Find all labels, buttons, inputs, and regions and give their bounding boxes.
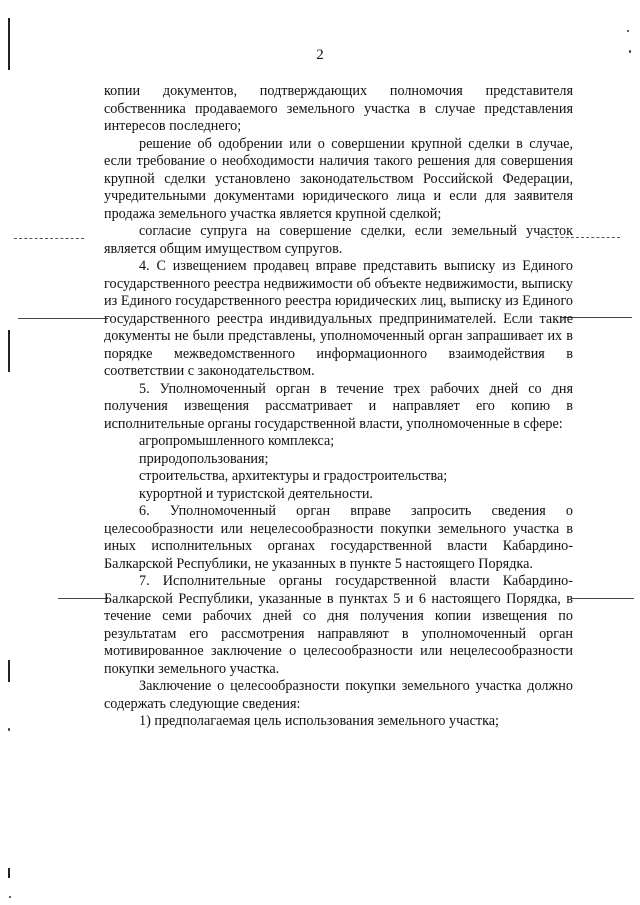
scan-dot xyxy=(8,728,10,731)
paragraph: 5. Уполномоченный орган в течение трех рабочих дней со дня получения извещения рассматривает и направляет его копию в исполнительные органы государственной власти, уполномоченные в сфере: xyxy=(104,380,573,432)
paragraph: копии документов, подтверждающих полномочия представителя собственника продаваемого земельного участка в случае представления интересов последнего; xyxy=(104,83,573,134)
list-item: курортной и туристской деятельности. xyxy=(139,485,373,502)
scan-edge-mark xyxy=(8,868,10,878)
page-number: 2 xyxy=(316,47,324,63)
paragraph: 1) предполагаемая цель использования земельного участка; xyxy=(139,713,499,729)
scan-line xyxy=(18,318,108,319)
paragraph: 6. Уполномоченный орган вправе запросить сведения о целесообразности или нецелесообразности покупки земельного участка в иных исполнительных органах государственной власти Кабардино-Балкарской Республики, не указанных в пункте 5 настоящего Порядка. xyxy=(104,503,573,572)
scan-dot xyxy=(627,30,629,32)
scan-edge-mark xyxy=(8,660,10,682)
document-body xyxy=(104,83,573,731)
paragraph: согласие супруга на совершение сделки, если земельный участок является общим имуществом супругов. xyxy=(104,223,573,257)
scan-line xyxy=(14,238,84,239)
scan-dot xyxy=(9,896,11,898)
paragraph: решение об одобрении или о совершении крупной сделки в случае, если требование о необходимости наличия такого решения для совершения крупной сделки установлено законодательством Российской Федерации, учредительными документами юридического лица и если для заявителя продажа земельного участка является крупной сделкой; xyxy=(104,135,573,222)
paragraph: Заключение о целесообразности покупки земельного участка должно содержать следующие сведения: xyxy=(104,678,573,712)
scan-edge-mark xyxy=(8,330,10,372)
paragraph: 4. С извещением продавец вправе представить выписку из Единого государственного реестра недвижимости об объекте недвижимости, выписку из Единого государственного реестра юридических лиц, выписку из Единого государственного реестра индивидуальных предпринимателей. Если такие документы не были представлены, уполномоченный орган запрашивает их в порядке межведомственного информационного взаимодействия в соответствии с законодательством. xyxy=(104,258,573,379)
paragraph: 7. Исполнительные органы государственной власти Кабардино-Балкарской Республики, указанные в пунктах 5 и 6 настоящего Порядка, в течение семи рабочих дней со дня получения копии извещения по результатам его рассмотрения направляют в уполномоченный орган мотивированное заключение о целесообразности или нецелесообразности покупки земельного участка. xyxy=(104,573,573,677)
scan-line xyxy=(58,598,108,599)
list-item: природопользования; xyxy=(139,450,269,467)
list-item: агропромышленного комплекса; xyxy=(139,433,335,449)
scan-line xyxy=(572,598,634,599)
list-item: строительства, архитектуры и градостроительства; xyxy=(139,468,448,484)
